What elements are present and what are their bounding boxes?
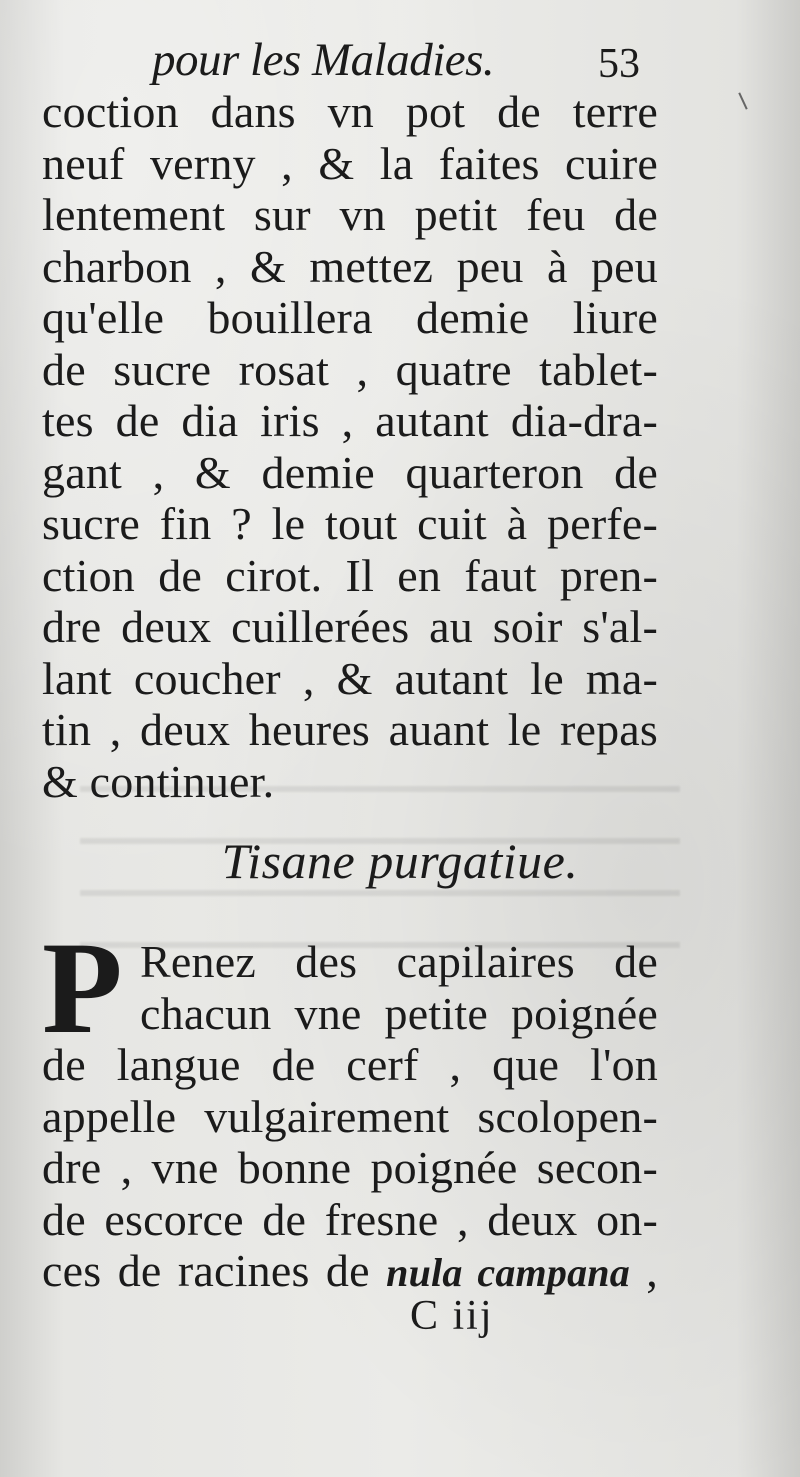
text-line: de langue de cerf , que l'on xyxy=(42,1039,658,1090)
text-segment: ces de racines de xyxy=(42,1245,387,1296)
page-number: 53 xyxy=(598,41,640,87)
text-line: de sucre rosat , quatre tablet- xyxy=(42,343,658,395)
text-line: chacun vne petite poignée xyxy=(140,987,658,1039)
text-line: sucre fin ? le tout cuit à perfe- xyxy=(42,498,658,549)
text-line: gant , & demie quarteron de xyxy=(42,446,658,498)
text-line: charbon , & mettez peu à peu xyxy=(42,240,658,292)
stray-ink-mark xyxy=(738,92,747,109)
text-line: dre deux cuillerées au soir s'al- xyxy=(42,601,658,652)
text-line: ction de cirot. Il en faut pren- xyxy=(42,549,658,601)
text-line: neuf verny , & la faites cuire xyxy=(42,137,658,189)
running-head xyxy=(0,30,800,90)
text-line: & continuer. xyxy=(42,755,275,807)
text-line: de escorce de fresne , deux on- xyxy=(42,1193,658,1245)
section-heading xyxy=(0,826,800,896)
paragraph-tisane xyxy=(42,936,658,1297)
text-line: qu'elle bouillera demie liure xyxy=(42,292,658,343)
text-segment: , xyxy=(629,1245,658,1296)
section-heading-text: Tisane purgatiue. xyxy=(221,833,579,889)
running-title: pour les Maladies. xyxy=(152,34,495,86)
text-line-with-italic xyxy=(42,1245,658,1297)
text-line: tes de dia iris , autant dia-dra- xyxy=(42,395,658,446)
text-line: lant coucher , & autant le ma- xyxy=(42,652,658,704)
text-line: tin , deux heures auant le repas xyxy=(42,704,658,755)
text-line: appelle vulgairement scolopen- xyxy=(42,1090,658,1142)
paragraph-coction xyxy=(42,86,658,807)
drop-cap-initial: P xyxy=(42,914,123,1061)
signature-mark: C iij xyxy=(410,1293,494,1339)
text-line: lentement sur vn petit feu de xyxy=(42,189,658,240)
text-line: Renez des capilaires de xyxy=(140,936,658,987)
italic-term: nula campana xyxy=(386,1250,630,1295)
text-line: dre , vne bonne poignée secon- xyxy=(42,1142,658,1193)
text-line: coction dans vn pot de terre xyxy=(42,86,658,137)
